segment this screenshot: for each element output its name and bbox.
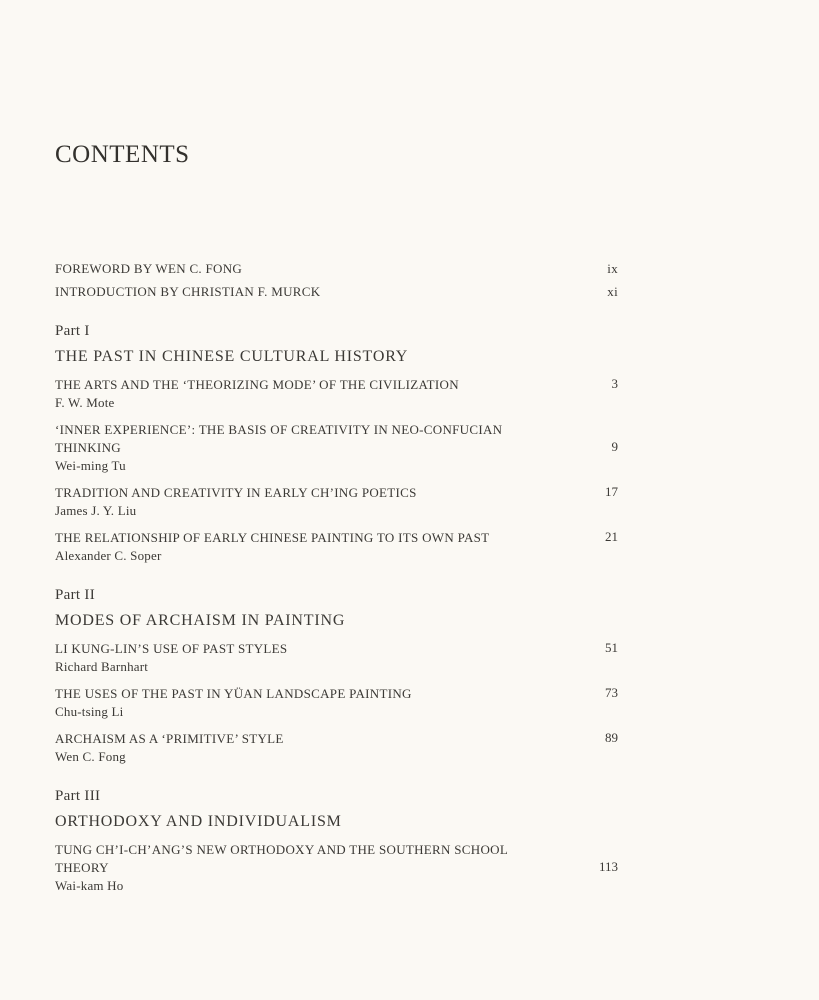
toc-entry-title: THE USES OF THE PAST IN YÜAN LANDSCAPE PAINTING bbox=[55, 686, 412, 701]
toc-front-matter-foreword bbox=[55, 260, 620, 278]
toc-entry-title: TUNG CH’I-CH’ANG’S NEW ORTHODOXY AND THE SOUTHERN SCHOOL bbox=[55, 842, 509, 857]
toc-entry bbox=[55, 640, 620, 676]
toc-page-number: ix bbox=[607, 261, 618, 276]
toc-entry-title: LI KUNG-LIN’S USE OF PAST STYLES bbox=[55, 641, 288, 656]
toc-entry-title: FOREWORD BY WEN C. FONG bbox=[55, 261, 243, 276]
toc-entry bbox=[55, 529, 620, 565]
toc-entry-title-continued: THINKING bbox=[55, 440, 121, 455]
toc-page-number: 73 bbox=[605, 685, 618, 700]
toc-page-number: xi bbox=[607, 284, 618, 299]
part-title: MODES OF ARCHAISM IN PAINTING bbox=[55, 612, 346, 629]
toc-page-number: 21 bbox=[605, 529, 618, 544]
toc-front-matter-introduction bbox=[55, 283, 620, 301]
table-of-contents bbox=[55, 260, 620, 904]
toc-entry bbox=[55, 376, 620, 412]
toc-entry-title: ARCHAISM AS A ‘PRIMITIVE’ STYLE bbox=[55, 731, 284, 746]
toc-entry-author: Richard Barnhart bbox=[55, 659, 149, 674]
toc-entry bbox=[55, 730, 620, 766]
toc-entry-title: THE ARTS AND THE ‘THEORIZING MODE’ OF THE CIVILIZATION bbox=[55, 377, 459, 392]
toc-page-number: 51 bbox=[605, 640, 618, 655]
toc-entry bbox=[55, 484, 620, 520]
toc-entry-author: Wen C. Fong bbox=[55, 749, 126, 764]
toc-entry-author: James J. Y. Liu bbox=[55, 503, 137, 518]
toc-entry-author: Wei-ming Tu bbox=[55, 458, 126, 473]
part-title: ORTHODOXY AND INDIVIDUALISM bbox=[55, 813, 342, 830]
toc-entry bbox=[55, 685, 620, 721]
toc-page-number: 3 bbox=[611, 376, 618, 391]
toc-entry-author: Wai-kam Ho bbox=[55, 878, 124, 893]
toc-page-number: 17 bbox=[605, 484, 618, 499]
toc-entry-title: TRADITION AND CREATIVITY IN EARLY CH’ING POETICS bbox=[55, 485, 417, 500]
part-label: Part II bbox=[55, 587, 96, 603]
toc-entry-author: Alexander C. Soper bbox=[55, 548, 162, 563]
toc-entry-author: F. W. Mote bbox=[55, 395, 115, 410]
toc-entry bbox=[55, 841, 620, 895]
part-title: THE PAST IN CHINESE CULTURAL HISTORY bbox=[55, 348, 409, 365]
part-label: Part III bbox=[55, 788, 101, 804]
toc-entry-author: Chu-tsing Li bbox=[55, 704, 124, 719]
toc-entry bbox=[55, 421, 620, 475]
toc-entry-title: THE RELATIONSHIP OF EARLY CHINESE PAINTING TO ITS OWN PAST bbox=[55, 530, 490, 545]
part-label: Part I bbox=[55, 323, 90, 339]
toc-entry-title-continued: THEORY bbox=[55, 860, 109, 875]
toc-entry-title: INTRODUCTION BY CHRISTIAN F. MURCK bbox=[55, 284, 321, 299]
toc-entry-title: ‘INNER EXPERIENCE’: THE BASIS OF CREATIVITY IN NEO-CONFUCIAN bbox=[55, 422, 503, 437]
toc-page-number: 89 bbox=[605, 730, 618, 745]
page-title: CONTENTS bbox=[55, 141, 190, 168]
toc-page-number: 113 bbox=[598, 859, 618, 874]
toc-page-number: 9 bbox=[611, 439, 618, 454]
